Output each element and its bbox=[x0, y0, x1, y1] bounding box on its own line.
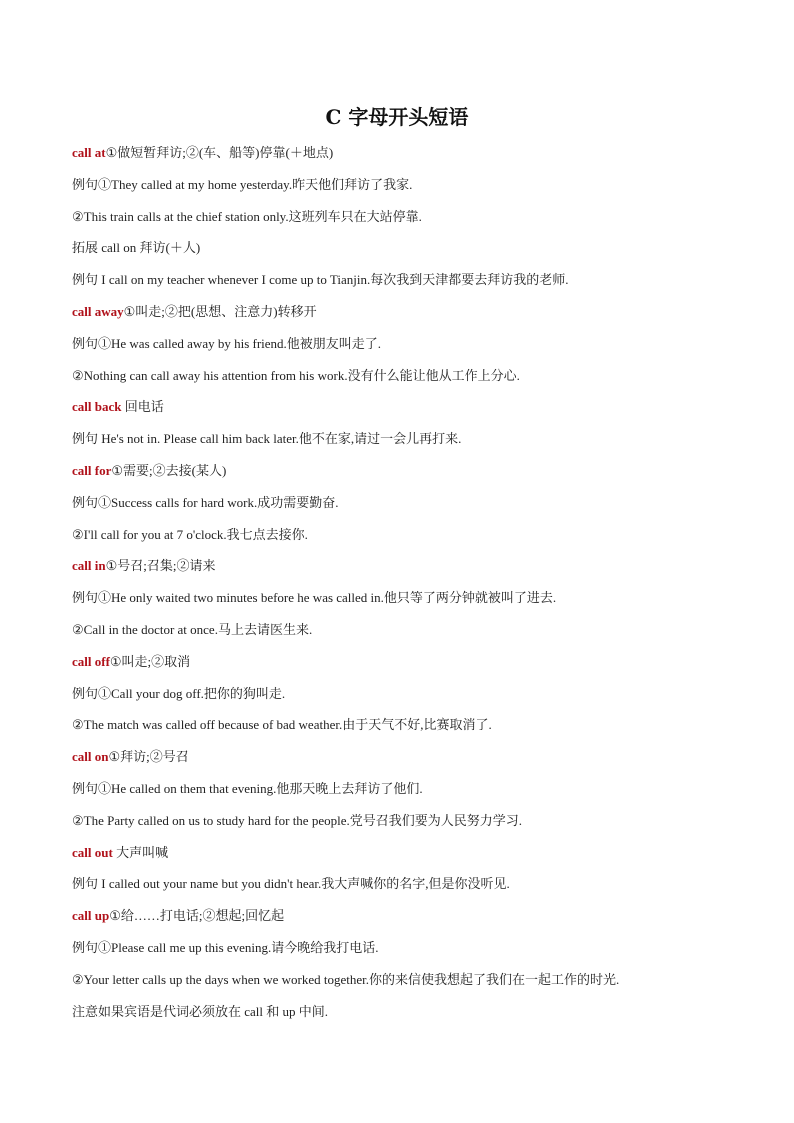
phrase-term: call on bbox=[72, 749, 109, 765]
phrase-meaning: ①给……打电话;②想起;回忆起 bbox=[109, 908, 285, 924]
text-line bbox=[72, 619, 732, 651]
phrase-entry bbox=[72, 142, 732, 174]
text-line bbox=[72, 587, 732, 619]
phrase-entry bbox=[72, 555, 732, 587]
phrase-meaning: ①做短暂拜访;②(车、船等)停靠(＋地点) bbox=[105, 145, 334, 160]
text-line bbox=[72, 333, 732, 365]
phrase-term: call at bbox=[72, 145, 106, 160]
line-text: 例句①He was called away by his friend.他被朋友叫走了. bbox=[72, 335, 382, 351]
phrase-entry bbox=[72, 301, 732, 333]
text-line bbox=[72, 969, 732, 1001]
phrase-entry bbox=[72, 746, 732, 778]
line-text: ②The match was called off because of bad weather.由于天气不好,比赛取消了. bbox=[72, 717, 492, 733]
line-text: 例句①He only waited two minutes before he was called in.他只等了两分钟就被叫了进去. bbox=[72, 590, 557, 606]
phrase-term: call out bbox=[72, 844, 113, 860]
text-line bbox=[72, 365, 732, 397]
line-text: 例句①They called at my home yesterday.昨天他们拜访了我家. bbox=[72, 176, 413, 192]
phrase-meaning: ①叫走;②取消 bbox=[109, 653, 191, 669]
phrase-meaning: ①叫走;②把(思想、注意力)转移开 bbox=[123, 303, 317, 319]
text-line bbox=[72, 714, 732, 746]
text-line bbox=[72, 206, 732, 238]
phrase-meaning: 大声叫喊 bbox=[112, 844, 169, 860]
text-line bbox=[72, 269, 732, 301]
line-text: ②Call in the doctor at once.马上去请医生来. bbox=[72, 621, 313, 637]
line-text: 例句①Success calls for hard work.成功需要勤奋. bbox=[72, 494, 339, 510]
text-line bbox=[72, 524, 732, 556]
line-text: 拓展 call on 拜访(＋人) bbox=[72, 240, 201, 256]
text-line bbox=[72, 683, 732, 715]
line-text: 例句 I call on my teacher whenever I come up to Tianjin.每次我到天津都要去拜访我的老师. bbox=[72, 272, 569, 288]
phrase-entry bbox=[72, 905, 732, 937]
phrase-meaning: ①拜访;②号召 bbox=[108, 749, 189, 765]
phrase-entry bbox=[72, 460, 732, 492]
text-line bbox=[72, 937, 732, 969]
phrase-term: call in bbox=[72, 558, 106, 574]
phrase-entry bbox=[72, 842, 732, 874]
text-line bbox=[72, 778, 732, 810]
phrase-list bbox=[72, 142, 732, 1032]
line-text: 例句①Call your dog off.把你的狗叫走. bbox=[72, 685, 286, 701]
line-text: ②This train calls at the chief station only.这班列车只在大站停靠. bbox=[72, 208, 422, 224]
text-line bbox=[72, 1001, 732, 1033]
phrase-term: call up bbox=[72, 908, 110, 924]
line-text: ②Your letter calls up the days when we worked together.你的来信使我想起了我们在一起工作的时光. bbox=[72, 971, 620, 987]
line-text: 例句①He called on them that evening.他那天晚上去拜访了他们. bbox=[72, 780, 423, 796]
phrase-term: call back bbox=[72, 399, 122, 415]
text-line bbox=[72, 428, 732, 460]
text-line bbox=[72, 237, 732, 269]
phrase-meaning: 回电话 bbox=[121, 399, 164, 415]
page-title: C 字母开头短语 bbox=[325, 105, 469, 129]
line-text: ②The Party called on us to study hard for the people.党号召我们要为人民努力学习. bbox=[72, 812, 522, 828]
phrase-term: call away bbox=[72, 303, 124, 319]
phrase-term: call off bbox=[72, 653, 110, 669]
phrase-meaning: ①需要;②去接(某人) bbox=[111, 462, 227, 478]
line-text: 例句①Please call me up this evening.请今晚给我打电话. bbox=[72, 939, 379, 955]
line-text: 例句 I called out your name but you didn't hear.我大声喊你的名字,但是你没听见. bbox=[72, 876, 510, 892]
phrase-entry bbox=[72, 396, 732, 428]
phrase-meaning: ①号召;召集;②请来 bbox=[105, 558, 216, 574]
text-line bbox=[72, 873, 732, 905]
line-text: 例句 He's not in. Please call him back later.他不在家,请过一会儿再打来. bbox=[72, 431, 462, 447]
phrase-entry bbox=[72, 651, 732, 683]
text-line bbox=[72, 492, 732, 524]
phrase-term: call for bbox=[72, 462, 112, 478]
text-line bbox=[72, 174, 732, 206]
text-line bbox=[72, 810, 732, 842]
line-text: 注意如果宾语是代词必须放在 call 和 up 中间. bbox=[72, 1003, 329, 1019]
line-text: ②I'll call for you at 7 o'clock.我七点去接你. bbox=[72, 526, 308, 542]
line-text: ②Nothing can call away his attention from his work.没有什么能让他从工作上分心. bbox=[72, 367, 520, 383]
